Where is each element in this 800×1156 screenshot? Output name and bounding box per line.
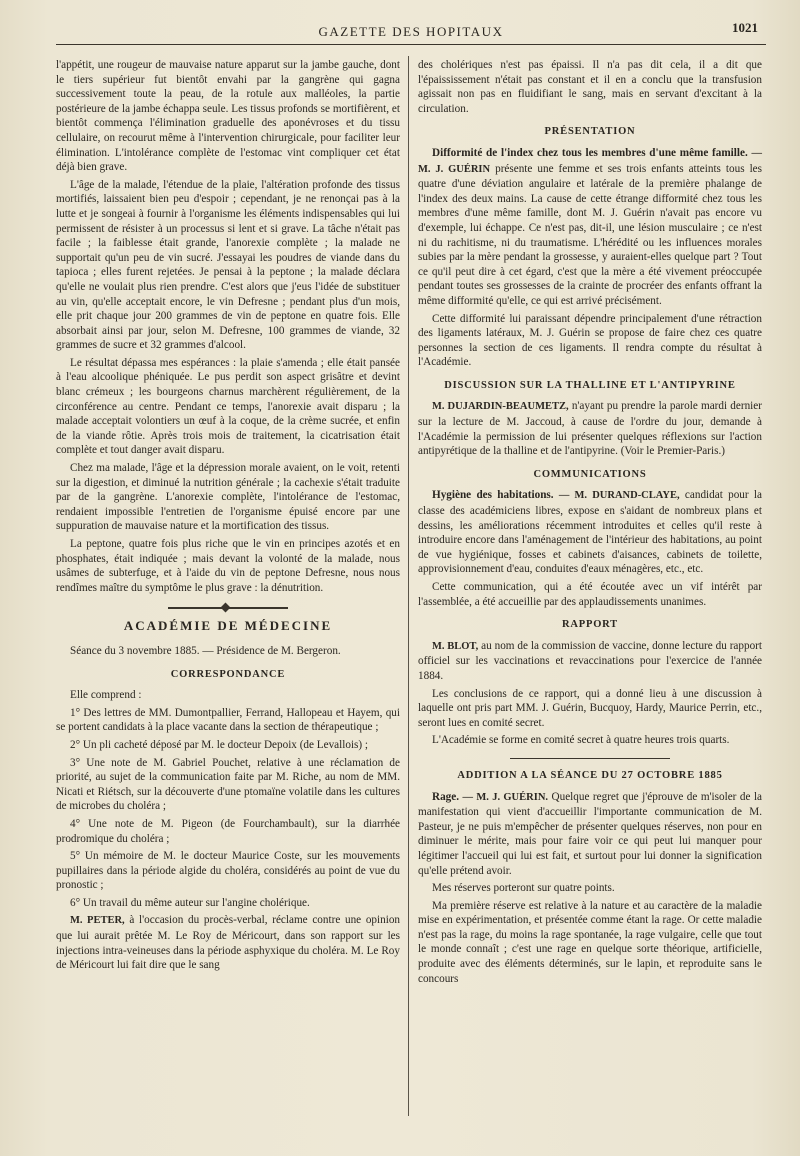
article-lead: Difformité de l'index chez tous les membres d'une même famille. [432, 146, 748, 159]
section-separator [168, 607, 288, 609]
paragraph: Les conclusions de ce rapport, qui a donné lieu à une discussion à laquelle ont pris part MM. J. Guérin, Bucquoy, Hardy, Maurice Perrin, etc., seront lues en comité secret. [418, 687, 762, 729]
paragraph: L'Académie se forme en comité secret à quatre heures trois quarts. [432, 734, 730, 747]
column-divider [408, 56, 409, 1116]
subheading-thalline: DISCUSSION SUR LA THALLINE ET L'ANTIPYRINE [444, 379, 736, 391]
right-column [418, 58, 762, 989]
paragraph: Mes réserves porteront sur quatre points. [432, 882, 615, 895]
author-name: — M. J. GUÉRIN. [462, 791, 549, 803]
paragraph-text: candidat pour la classe des académiciens libres, expose en s'aidant de nombreux plans et dessins, les améliorations récemment introduites et celles qu'il reste à introduire encore dans l'aménagement de l'intérieur des habitations, au point de vue hygiénique, fosses et cabinets d'aisances, cabinets de toilette, approvisionnement d'eau, conduites d'eaux ménagères, etc., etc. [418, 489, 763, 576]
paragraph: Elle comprend : [70, 689, 142, 702]
journal-title: GAZETTE DES HOPITAUX [318, 24, 504, 39]
paragraph-text: n'ayant pu prendre la parole mardi dernier sur la lecture de M. Jaccoud, à cause de l'ordre du jour, demande à l'Académie la permission de lui présenter quelques réflexions sur l'action antipyrétique de la thalline et de l'antipyrine. (Voir le Premier-Paris.) [418, 400, 762, 458]
section-heading-academie: ACADÉMIE DE MÉDECINE [123, 618, 333, 634]
paragraph: La peptone, quatre fois plus riche que le vin en principes azotés et en phosphates, était indiquée ; mais devant la volonté de la malade, nous usâmes de subterfuge, et à l'aide du vin de peptone Defresne, nous nous rendîmes maître du symptôme le plus grave : la dénutrition. [56, 538, 400, 594]
left-column [56, 58, 400, 976]
list-item: 5° Un mémoire de M. le docteur Maurice Coste, sur les mouvements pupillaires dans la période algide du choléra, considérés au point de vue du pronostic ; [56, 850, 400, 892]
subheading-correspondance: CORRESPONDANCE [170, 668, 286, 680]
paragraph: des cholériques n'est pas épaissi. Il n'a pas dit cela, il a dit que l'épaississement n'était pas constant et il en a conclu que la transfusion agissait non pas en fluidifiant le sang, mais en servant d'excitant à la circulation. [418, 59, 762, 115]
paragraph [418, 399, 762, 458]
subheading-communications: COMMUNICATIONS [533, 468, 647, 480]
list-item: 3° Une note de M. Gabriel Pouchet, relative à une réclamation de priorité, au sujet de la communication faite par M. Riche, au nom de MM. Nicati et Riétsch, sur la découverte d'une ptomaïne volatile dans les cultures de microbes du choléra ; [56, 756, 400, 813]
header-rule [56, 44, 766, 45]
paragraph [418, 790, 762, 879]
list-item: 2° Un pli cacheté déposé par M. le docteur Depoix (de Levallois) ; [70, 738, 369, 751]
author-name: — M. J. GUÉRIN [418, 147, 763, 175]
list-item: 1° Des lettres de MM. Dumontpallier, Ferrand, Hallopeau et Hayem, qui se portent candidats à la place vacante dans la section de thérapeutique ; [56, 706, 400, 734]
author-name: — M. DURAND-CLAYE, [558, 490, 680, 502]
paragraph [56, 913, 400, 972]
masthead [56, 20, 766, 46]
speaker-name: M. PETER, [70, 915, 125, 927]
speaker-name: M. BLOT, [432, 640, 479, 652]
subheading-rapport: RAPPORT [562, 619, 618, 631]
seance-line: Séance du 3 novembre 1885. — Présidence de M. Bergeron. [70, 644, 341, 657]
list-item: 6° Un travail du même auteur sur l'angine cholérique. [70, 896, 310, 909]
page-number: 1021 [732, 20, 758, 35]
article-lead: Hygiène des habitations. [432, 489, 554, 502]
paragraph: Cette communication, qui a été écoutée avec un vif intérêt par l'assemblée, a été accueillie par des applaudissements unanimes. [418, 581, 762, 608]
paragraph-text: présente une femme et ses trois enfants atteints tous les quatre d'une déviation angulaire et latérale de la première phalange de l'index des deux mains. La cause de cette étrange difformité chez tous les membres d'une même famille, dont M. J. Guérin n'avait pas encore vu d'exemple, lui échappe. Ce n'est pas, dit-il, une lésion musculaire ; ce n'est ni du rachitisme, ni du traumatisme. L'hérédité ou les influences morales subies par la mère pendant la grossesse, y auraient-elles quelque part ? Tout ce qu'il peut dire à cet égard, c'est que la mère a été vivement préoccupée pendant toutes ses grossesses de la crainte de procréer des enfants offrant la même difformité qu'elle, ce qui est arrivé précisément. [418, 162, 762, 307]
article-lead: Rage. [432, 790, 460, 803]
short-rule [510, 758, 670, 759]
paragraph: Le résultat dépassa mes espérances : la plaie s'amenda ; elle était pansée à l'eau alcoolique phéniquée. Le pus perdit son aspect grisâtre et devint blanc crémeux ; les bourgeons charnus marchèrent régulièrement, de la circonférence au centre. Pendant ce temps, l'anorexie avait disparu ; la malade acceptait volontiers un œuf à la coque, de la crème sucrée, et enfin de la viande rôtie. Après trois mois de traitement, la cicatrisation était complète et tout danger avait disparu. [56, 356, 400, 457]
paragraph: Cette difformité lui paraissant dépendre principalement d'une rétraction des ligaments latéraux, M. J. Guérin se propose de faire chez ces quatre personnes la section de ces ligaments. Il rendra compte du résultat à l'Académie. [418, 312, 762, 369]
paragraph: Ma première réserve est relative à la nature et au caractère de la maladie mise en expérimentation, et présentée comme étant la rage. Or cette maladie n'est pas la rage, du moins la rage spontanée, la rage vulgaire, celle que tout le monde connaît ; c'est une rage en quelque sorte théorique, artificielle, produite avec des éléments déterminés, sur le lapin, et reproduite sans le concours [418, 899, 762, 985]
speaker-name: M. DUJARDIN-BEAUMETZ, [432, 401, 569, 413]
diamond-ornament [221, 603, 231, 613]
subheading-presentation: PRÉSENTATION [544, 126, 636, 138]
paragraph-text: à l'occasion du procès-verbal, réclame contre une opinion que lui aurait prêtée M. Le Roy de Méricourt, dans son rapport sur les injections intra-veineuses dans la période asphyxique du choléra. M. Le Roy de Méricourt lui fait dire que le sang [56, 914, 401, 972]
subheading-addition: ADDITION A LA SÉANCE DU 27 OCTOBRE 1885 [457, 769, 723, 781]
paragraph: Chez ma malade, l'âge et la dépression morale avaient, on le voit, retenti sur la digestion, et diminué la nutrition générale ; la cachexie s'était traduite par de la gangrène. L'anorexie complète, l'intolérance de l'estomac, rendaient impossible l'entretien de l'organisme épuisé encore par une suppuration de mauvaise nature et la mortification des tissus. [56, 462, 400, 533]
paragraph-text: au nom de la commission de vaccine, donne lecture du rapport officiel sur les vaccinations et revaccinations pour l'exercice de l'année 1884. [418, 639, 763, 682]
paragraph: l'appétit, une rougeur de mauvaise nature apparut sur la jambe gauche, dont le tiers supérieur fut bientôt envahi par la gangrène qui gagna successivement toute la peau, de la rotule aux malléoles, la partie postérieure de la jambe échappa seule. Les tissus profonds se mortifièrent, et bientôt commença l'élimination graduelle des aponévroses et du tissu cellulaire, on recourut même à l'intervention chirurgicale, pour faciliter leur élimination. L'intolérance complète de l'estomac vint compliquer cet état déjà bien grave. [56, 59, 400, 174]
paragraph-text: Quelque regret que j'éprouve de m'isoler de la manifestation qui vient d'accueillir l'importante communication de M. Pasteur, je ne puis m'empêcher de présenter quelques réserves, non pour en diminuer le mérite, mais pour faire voir ce qui peut lui manquer pour légitimer l'accueil qui lui est fait, et surtout pour lui donner la signification qu'elle prétend avoir. [418, 790, 763, 877]
paragraph [418, 488, 762, 577]
paragraph: L'âge de la malade, l'étendue de la plaie, l'altération profonde des tissus mortifiés, laissaient bien peu d'espoir ; cependant, je ne renonçai pas à la lutte et je songeai à fournir à l'organisme les éléments indispensables qui lui permissent de résister à un processus si lent et si grave. La tâche n'était pas facile ; la faiblesse était grande, l'anorexie complète ; la malade ne supportait qu'un peu de vin sucré. J'essayai les poudres de viande dans du tapioca ; elles furent rejetées. Je pensai à la peptone ; la malade déclara qu'elle ne voulait plus rien prendre. C'est alors que j'eus l'idée de substituer au vin, qu'elle acceptait encore, le vin Defresne ; pendant plus d'un mois, elle prit chaque jour 200 grammes de vin de peptone en quatre fois. Elle absorbait ainsi par jour, selon M. Defresne, 100 grammes de viande, 32 grammes de sucre et 32 grammes d'alcool. [56, 178, 400, 352]
paragraph [418, 639, 762, 684]
list-item: 4° Une note de M. Pigeon (de Fourchambault), sur la diarrhée prodromique du choléra ; [56, 817, 400, 845]
paragraph [418, 146, 762, 309]
